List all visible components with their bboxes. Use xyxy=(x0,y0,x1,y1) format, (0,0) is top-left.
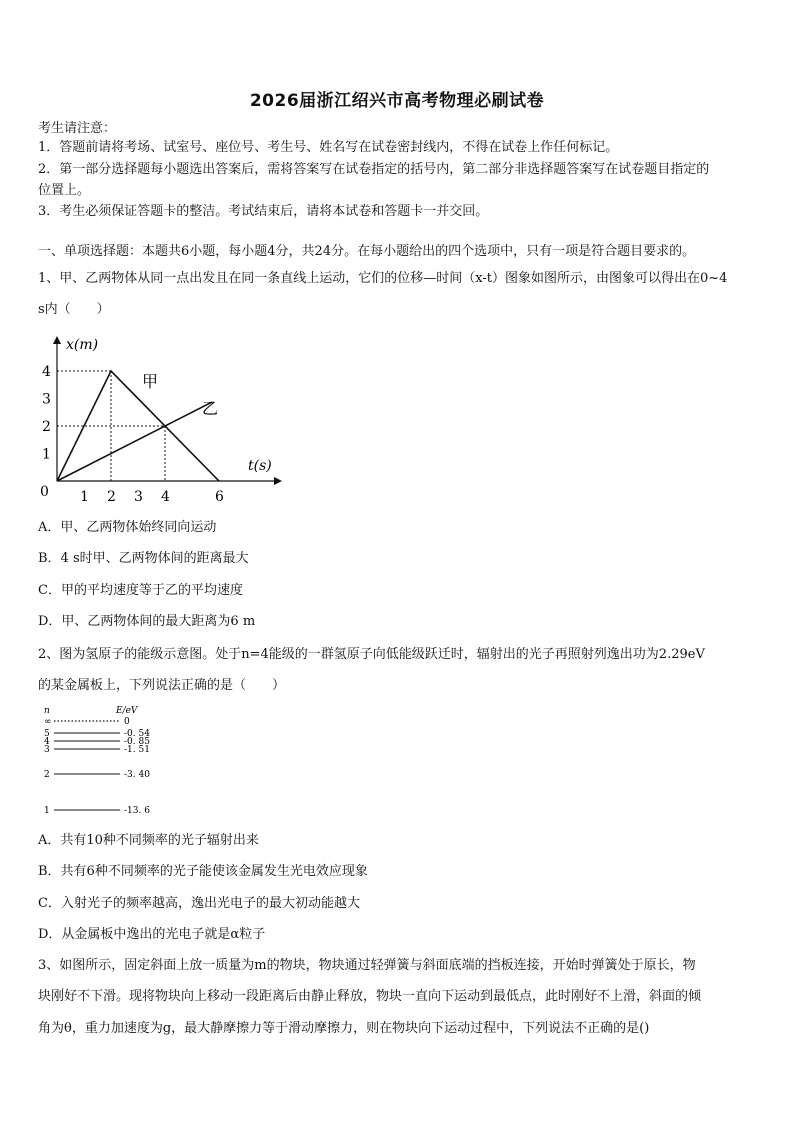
q1-stem-cont: s内（ ） xyxy=(38,302,110,317)
notice-item-3: 3．考生必须保证答题卡的整洁。考试结束后，请将本试卷和答题卡一并交回。 xyxy=(38,204,489,219)
q2-stem-cont: 的某金属板上，下列说法正确的是（ ） xyxy=(38,678,286,693)
level-energy-label: -0. 85 xyxy=(124,737,150,747)
q3-stem-line3: 角为θ，重力加速度为g，最大静摩擦力等于滑动摩擦力，则在物块向下运动过程中，下列说法不正确的是() xyxy=(38,1021,650,1036)
notice-heading: 考生请注意： xyxy=(38,121,117,136)
series-yi-line xyxy=(57,402,212,481)
x-tick-label: 1 xyxy=(80,489,89,505)
level-energy-label: 0 xyxy=(124,717,130,727)
level-n-label: 1 xyxy=(44,806,50,816)
q3-stem-line1: 3、如图所示，固定斜面上放一质量为m的物块，物块通过轻弹簧与斜面底端的挡板连接，开始时弹簧处于原长，物 xyxy=(38,958,696,973)
q1-option-a: A．甲、乙两物体始终同向运动 xyxy=(38,520,217,535)
notice-item-1: 1．答题前请将考场、试室号、座位号、考生号、姓名写在试卷密封线内，不得在试卷上作任何标记。 xyxy=(38,140,619,155)
y-axis-arrow-icon xyxy=(53,336,61,344)
level-n-label: 4 xyxy=(44,737,50,747)
q1-xt-graph xyxy=(34,330,284,508)
section-heading: 一、单项选择题：本题共6小题，每小题4分，共24分。在每小题给出的四个选项中，只有一项是符合题目要求的。 xyxy=(38,244,696,259)
level-energy-label: -1. 51 xyxy=(124,745,150,755)
q2-option-c: C．入射光子的频率越高，逸出光电子的最大初动能越大 xyxy=(38,896,360,911)
level-n-label: 5 xyxy=(44,729,50,739)
origin-label: 0 xyxy=(40,484,49,500)
q2-energy-level-diagram xyxy=(40,704,180,820)
level-energy-label: -0. 54 xyxy=(124,729,150,739)
x-tick-label: 3 xyxy=(134,489,143,505)
q2-option-a: A．共有10种不同频率的光子辐射出来 xyxy=(38,833,259,848)
x-tick-label: 2 xyxy=(107,489,116,505)
x-axis-arrow-icon xyxy=(274,477,282,485)
y-tick-label: 1 xyxy=(42,446,51,463)
notice-item-2-cont: 位置上。 xyxy=(38,183,91,198)
level-n-label: ∞ xyxy=(44,717,52,727)
x-axis-label: t(s) xyxy=(248,458,272,474)
q3-stem-line2: 块刚好不下滑。现将物块向上移动一段距离后由静止释放，物块一直向下运动到最低点，此时刚好不上滑，斜面的倾 xyxy=(38,989,702,1004)
y-axis-label: x(m) xyxy=(66,337,99,353)
x-tick-label: 6 xyxy=(215,489,224,505)
notice-item-2: 2．第一部分选择题每小题选出答案后，需将答案写在试卷指定的括号内，第二部分非选择题答案写在试卷题目指定的 xyxy=(38,162,710,177)
q2-option-b: B．共有6种不同频率的光子能使该金属发生光电效应现象 xyxy=(38,864,368,879)
n-header: n xyxy=(44,706,50,716)
exam-title: 2026届浙江绍兴市高考物理必刷试卷 xyxy=(249,91,545,111)
q1-option-d: D．甲、乙两物体间的最大距离为6 m xyxy=(38,614,256,629)
x-tick-label: 4 xyxy=(161,489,170,505)
energy-header: E/eV xyxy=(116,706,138,716)
q1-option-c: C．甲的平均速度等于乙的平均速度 xyxy=(38,583,243,598)
level-energy-label: -3. 40 xyxy=(124,770,150,780)
level-n-label: 2 xyxy=(44,770,50,780)
q2-option-d: D．从金属板中逸出的光电子就是α粒子 xyxy=(38,927,266,942)
label-jia: 甲 xyxy=(142,372,159,391)
y-tick-label: 3 xyxy=(42,391,51,408)
q2-stem: 2、图为氢原子的能级示意图。处于n=4能级的一群氢原子向低能级跃迁时，辐射出的光子再照射列逸出功为2.29eV xyxy=(38,647,705,662)
y-tick-label: 2 xyxy=(42,419,51,435)
q1-option-b: B．4 s时甲、乙两物体间的距离最大 xyxy=(38,551,249,566)
y-tick-label: 4 xyxy=(42,364,51,380)
label-yi: 乙 xyxy=(202,399,219,418)
level-energy-label: -13. 6 xyxy=(124,806,150,816)
q1-stem: 1、甲、乙两物体从同一点出发且在同一条直线上运动，它们的位移—时间（x-t）图象如图所示，由图象可以得出在0~4 xyxy=(38,271,728,286)
level-n-label: 3 xyxy=(44,745,50,755)
